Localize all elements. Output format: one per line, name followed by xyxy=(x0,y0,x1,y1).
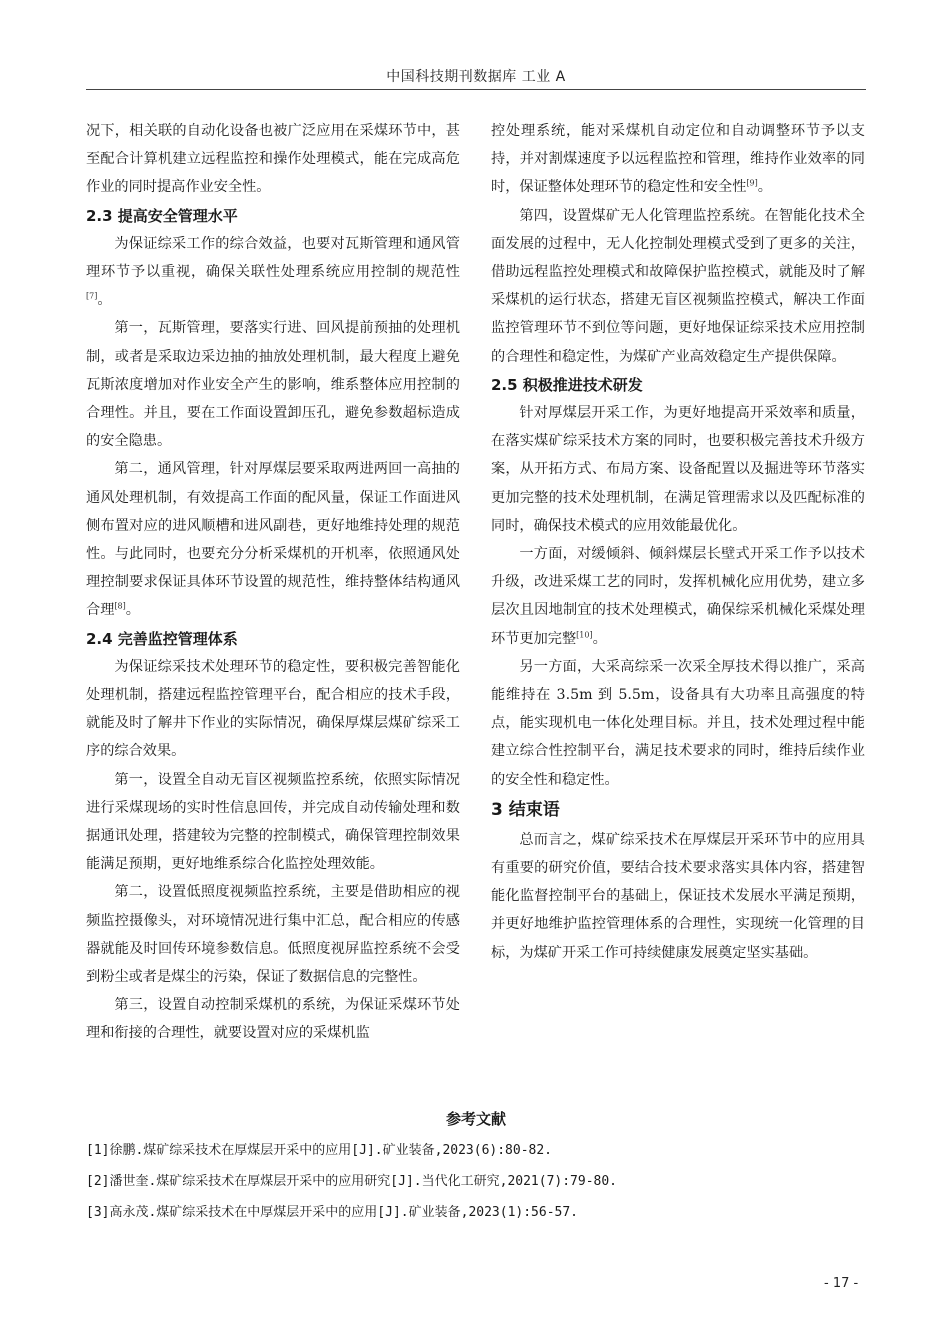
citation-7[interactable]: [7] xyxy=(86,291,98,301)
paragraph-2-5-b xyxy=(491,540,865,653)
references-list xyxy=(86,1135,866,1228)
header-divider xyxy=(86,89,866,90)
paragraph-2-4-b: 第一，设置全自动无盲区视频监控系统，依照实际情况进行采煤现场的实时性信息回传，并完成自动传输处理和数据通讯处理，搭建较为完整的控制模式，确保管理控制效果能满足预期，更好地维系综合化监控处理效能。 xyxy=(86,771,460,873)
paragraph-2-5-b-text: 一方面，对缓倾斜、倾斜煤层长壁式开采工作予以技术升级，改进采煤工艺的同时，发挥机械化应用优势，建立多层次且因地制宜的技术处理模式，确保综采机械化采煤处理环节更加完整 xyxy=(491,546,865,647)
paragraph-intro: 况下，相关联的自动化设备也被广泛应用在采煤环节中，甚至配合计算机建立远程监控和操作处理模式，能在完成高危作业的同时提高作业安全性。 xyxy=(86,123,460,196)
paragraph-continued-end: 。 xyxy=(757,179,772,196)
paragraph-continued-text: 控处理系统，能对采煤机自动定位和自动调整环节予以支持，并对割煤速度予以远程监控和管理，维持作业效率的同时，保证整体处理环节的稳定性和安全性 xyxy=(491,123,865,196)
reference-item: [1]徐鹏.煤矿综采技术在厚煤层开采中的应用[J].矿业装备,2023(6):80-82. xyxy=(86,1143,553,1158)
paragraph-fourth: 第四，设置煤矿无人化管理监控系统。在智能化技术全面发展的过程中，无人化控制处理模式受到了更多的关注，借助远程监控处理模式和故障保护监控模式，就能及时了解采煤机的运行状态，搭建无盲区视频监控模式，解决工作面监控管理环节不到位等问题，更好地保证综采技术应用控制的合理性和稳定性，为煤矿产业高效稳定生产提供保障。 xyxy=(491,207,865,365)
paragraph-2-3-b: 第一，瓦斯管理，要落实行进、回风提前预抽的处理机制，或者是采取边采边抽的抽放处理机制，最大程度上避免瓦斯浓度增加对作业安全产生的影响，维系整体应用控制的合理性。并且，要在工作面设置卸压孔，避免参数超标造成的安全隐患。 xyxy=(86,320,460,450)
paragraph-2-5-a: 针对厚煤层开采工作，为更好地提高开采效率和质量，在落实煤矿综采技术方案的同时，也要积极完善技术升级方案，从开拓方式、布局方案、设备配置以及掘进等环节落实更加完整的技术处理机制，在满足管理需求以及匹配标准的同时，确保技术模式的应用效能最优化。 xyxy=(491,405,865,534)
paragraph-2-4-a: 为保证综采技术处理环节的稳定性，要积极完善智能化处理机制，搭建远程监控管理平台，配合相应的技术手段，就能及时了解井下作业的实际情况，确保厚煤层煤矿综采工序的综合效果。 xyxy=(86,658,460,760)
left-column xyxy=(86,117,460,1048)
paragraph-2-3-c-end: 。 xyxy=(125,602,140,619)
journal-header: 中国科技期刊数据库 工业 A xyxy=(386,69,566,85)
citation-10[interactable]: [10] xyxy=(576,629,593,639)
paragraph-2-3-c xyxy=(86,455,460,624)
reference-item: [3]高永茂.煤矿综采技术在中厚煤层开采中的应用[J].矿业装备,2023(1):56-57. xyxy=(86,1205,579,1220)
right-column xyxy=(491,117,865,967)
paragraph-2-5-b-end: 。 xyxy=(592,630,607,647)
citation-8[interactable]: [8] xyxy=(114,601,126,611)
paragraph-2-3-a-end: 。 xyxy=(97,292,112,309)
page-number: - 17 - xyxy=(824,1276,859,1291)
paragraph-2-3-c-text: 第二，通风管理，针对厚煤层要采取两进两回一高抽的通风处理机制，有效提高工作面的配风量，保证工作面进风侧布置对应的进风顺槽和进风副巷，更好地维持处理的规范性。与此同时，也要充分分析采煤机的开机率，依照通风处理控制要求保证具体环节设置的规范性，维持整体结构通风合理 xyxy=(86,461,460,619)
section-heading-2-5: 2.5 积极推进技术研发 xyxy=(491,375,643,394)
paragraph-2-4-d: 第三，设置自动控制采煤机的系统，为保证采煤环节处理和衔接的合理性，就要设置对应的采煤机监 xyxy=(86,997,460,1042)
section-heading-2-3: 2.3 提高安全管理水平 xyxy=(86,206,238,225)
paragraph-2-3-a-text: 为保证综采工作的综合效益，也要对瓦斯管理和通风管理环节予以重视，确保关联性处理系统应用控制的规范性 xyxy=(86,235,460,280)
paragraph-2-3-a xyxy=(86,230,460,315)
paragraph-2-4-c: 第二，设置低照度视频监控系统，主要是借助相应的视频监控摄像头，对环境情况进行集中汇总，配合相应的传感器就能及时回传环境参数信息。低照度视屏监控系统不会受到粉尘或者是煤尘的污染，保证了数据信息的完整性。 xyxy=(86,884,460,986)
reference-item: [2]潘世奎.煤矿综采技术在厚煤层开采中的应用研究[J].当代化工研究,2021(7):79-80. xyxy=(86,1174,618,1189)
paragraph-2-5-c: 另一方面，大采高综采一次采全厚技术得以推广，采高能维持在 3.5m 到 5.5m，设备具有大功率且高强度的特点，能实现机电一体化处理目标。并且，技术处理过程中能建立综合性控制平台，满足技术要求的同时，维持后续作业的安全性和稳定性。 xyxy=(491,658,865,788)
paragraph-continued xyxy=(491,117,865,202)
section-heading-2-4: 2.4 完善监控管理体系 xyxy=(86,629,238,648)
section-heading-3: 3 结束语 xyxy=(491,799,560,820)
paragraph-conclusion: 总而言之，煤矿综采技术在厚煤层开采环节中的应用具有重要的研究价值，要结合技术要求落实具体内容，搭建智能化监督控制平台的基础上，保证技术发展水平满足预期，并更好地维护监控管理体系的合理性，实现统一化管理的目标，为煤矿开采工作可持续健康发展奠定坚实基础。 xyxy=(491,831,865,961)
references-title: 参考文献 xyxy=(445,1110,506,1128)
citation-9[interactable]: [9] xyxy=(746,178,758,188)
